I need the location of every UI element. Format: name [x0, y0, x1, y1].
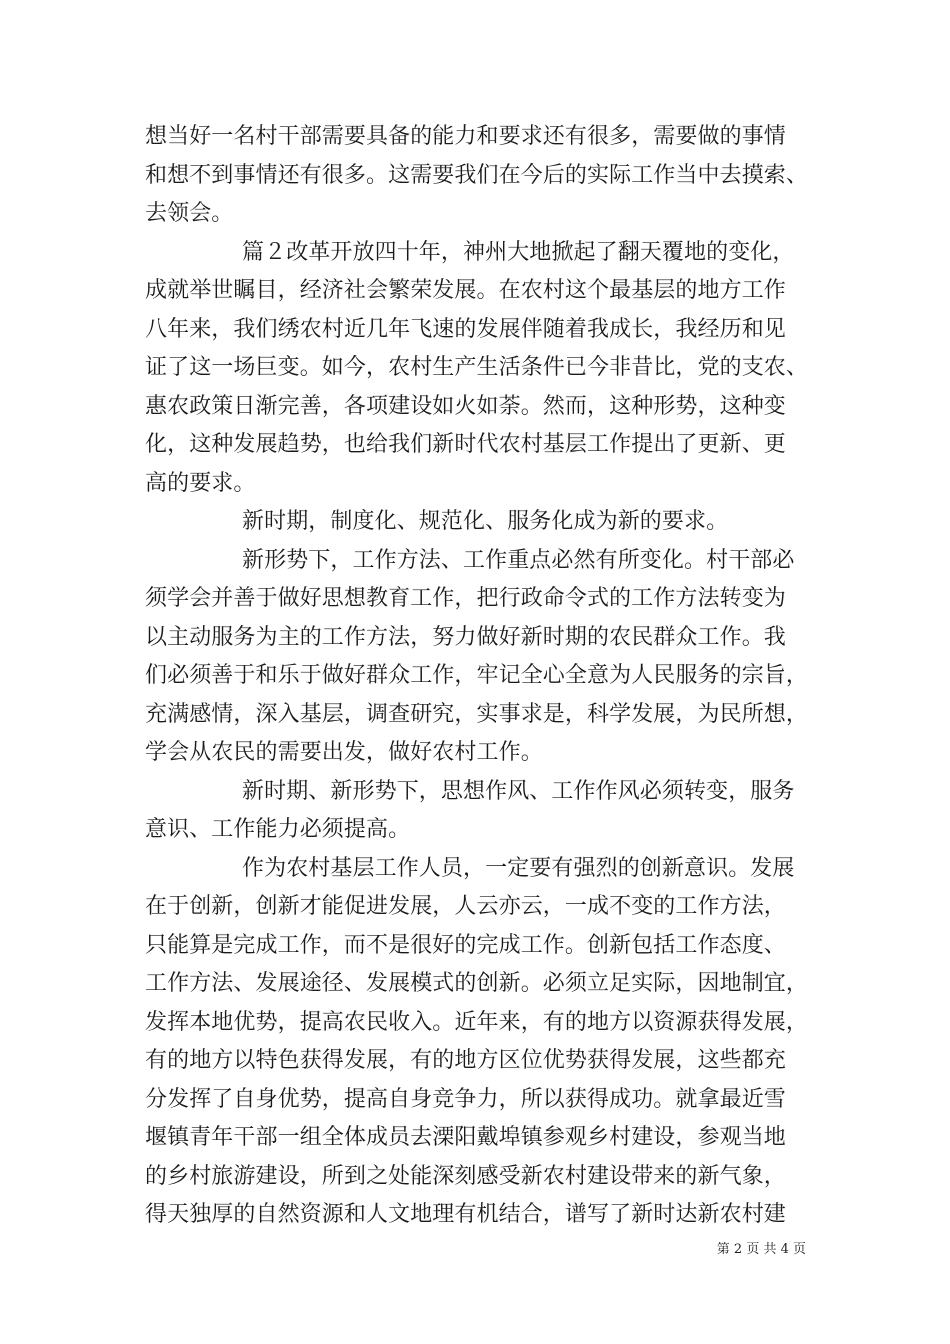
text-line: 分发挥了自身优势，提高自身竞争力，所以获得成功。就拿最近雪 [145, 1086, 786, 1112]
text-line: 去领会。 [145, 201, 234, 226]
text-line: 的乡村旅游建设，所到之处能深刻感受新农村建设带来的新气象， [145, 1163, 786, 1189]
text-line: 发挥本地优势，提高农民收入。近年来，有的地方以资源获得发展， [145, 1009, 809, 1035]
text-line: 想当好一名村干部需要具备的能力和要求还有很多，需要做的事情 [145, 124, 786, 149]
text-line: 意识、工作能力必须提高。 [145, 817, 411, 842]
text-line: 新时期、新形势下，思想作风、工作作风必须转变，服务 [242, 778, 795, 804]
page-number-footer: 第 2 页 共 4 页 [716, 1242, 806, 1257]
text-line: 在于创新，创新才能促进发展，人云亦云，一成不变的工作方法， [145, 894, 786, 919]
text-line: 高的要求。 [145, 470, 256, 496]
text-line: 须学会并善于做好思想教育工作，把行政命令式的工作方法转变为 [145, 586, 786, 611]
text-line: 新时期，制度化、规范化、服务化成为新的要求。 [242, 509, 729, 534]
text-line: 得天独厚的自然资源和人文地理有机结合，谱写了新时达新农村建 [145, 1202, 786, 1227]
text-line: 和想不到事情还有很多。这需要我们在今后的实际工作当中去摸索、 [145, 162, 809, 188]
text-line: 学会从农民的需要出发，做好农村工作。 [145, 740, 543, 765]
text-line: 只能算是完成工作，而不是很好的完成工作。创新包括工作态度、 [145, 932, 786, 958]
text-line: 成就举世瞩目，经济社会繁荣发展。在农村这个最基层的地方工作 [145, 278, 786, 303]
text-line: 惠农政策日渐完善，各项建设如火如荼。然而，这种形势，这种变 [145, 393, 786, 419]
text-line: 以主动服务为主的工作方法，努力做好新时期的农民群众工作。我 [145, 624, 786, 650]
text-line: 堰镇青年干部一组全体成员去溧阳戴埠镇参观乡村建设，参观当地 [145, 1125, 786, 1150]
text-line: 八年来，我们绣农村近几年飞速的发展伴随着我成长，我经历和见 [145, 316, 786, 342]
text-line: 作为农村基层工作人员，一定要有强烈的创新意识。发展 [242, 855, 795, 881]
text-line: 有的地方以特色获得发展，有的地方区位优势获得发展，这些都充 [145, 1048, 786, 1073]
text-line: 化，这种发展趋势，也给我们新时代农村基层工作提出了更新、更 [145, 432, 786, 457]
text-line: 新形势下，工作方法、工作重点必然有所变化。村干部必 [242, 547, 795, 573]
text-line: 证了这一场巨变。如今，农村生产生活条件已今非昔比，党的支农、 [145, 355, 809, 380]
text-line: 篇２改革开放四十年，神州大地掀起了翻天覆地的变化， [242, 239, 795, 265]
text-line: 们必须善于和乐于做好群众工作，牢记全心全意为人民服务的宗旨， [145, 663, 809, 688]
document-body [145, 118, 817, 1235]
text-line: 工作方法、发展途径、发展模式的创新。必须立足实际，因地制宜， [145, 971, 809, 996]
text-line: 充满感情，深入基层，调查研究，实事求是，科学发展，为民所想， [145, 701, 809, 727]
